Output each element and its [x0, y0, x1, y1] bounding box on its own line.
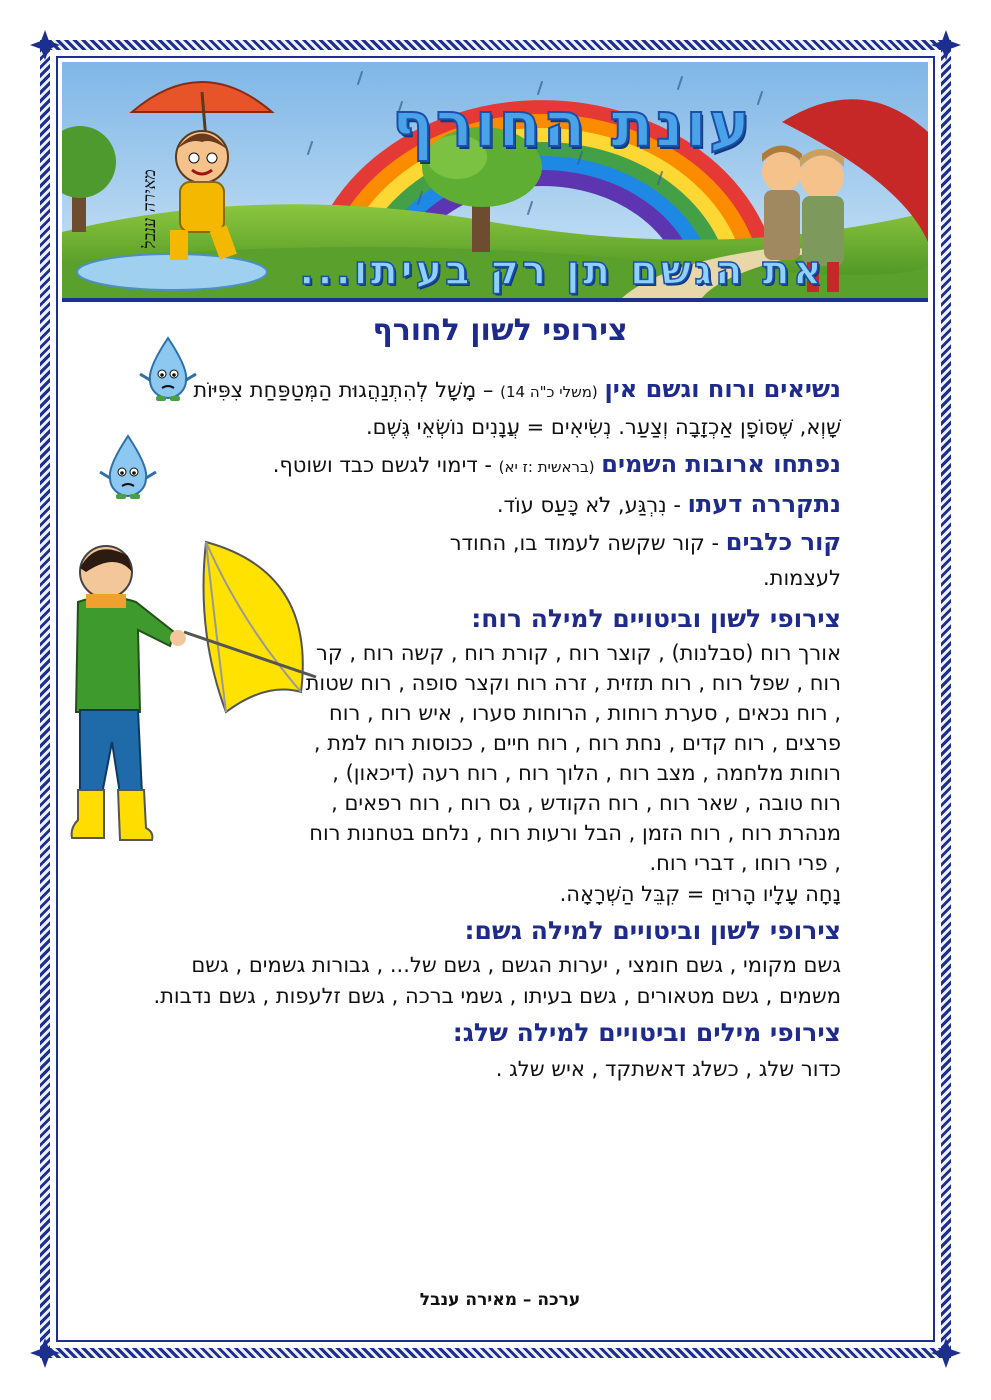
idiom-entry — [151, 372, 841, 445]
frame-corner-ornament-icon — [30, 1338, 60, 1368]
idiom-term: נפתחו ארובות השמים — [601, 450, 841, 478]
frame-corner-ornament-icon — [931, 1338, 961, 1368]
idiom-entry — [371, 525, 841, 596]
winter-banner — [62, 62, 928, 302]
section-text: אורך רוח (סבלנות) , קוצר רוח , קורת רוח , קשה רוח , קר רוח , שפל רוח , רוח תזזית , זרה רוח וקצר סופה , רוח שטות , רוח נכאים , סערת רוחות , הרוחות סערו , איש רוח , רוח פרצים , רוח קדים , נחת רוח , רוח חיים , ככוסות רוח למת , רוחות מלחמה , מצב רוח , הלוך רוח , רוח רעה (דיכאון) , רוח טובה , שאר רוח , רוח הקודש , גס רוח , רוח רפאים , מנהרת רוח , רוח הזמן , הבל ורעות רוח , נלחם בטחנות רוח , פרי רוחו , דברי רוח. — [305, 641, 841, 875]
idiom-term: נשיאים ורוח וגשם אין — [604, 375, 841, 403]
frame-rope-top — [40, 40, 951, 50]
content-body — [151, 372, 841, 1087]
frame-corner-ornament-icon — [931, 30, 961, 60]
section-text: גשם מקומי , גשם חומצי , יערות הגשם , גשם של... , גבורות גשמים , גשם משמים , גשם מטאורים , גשם בעיתו , גשמי ברכה , גשם זלעפות , גשם נדבות. — [153, 953, 841, 1008]
section-heading: צירופי לשון וביטויים למילה רוח: — [471, 604, 841, 633]
idiom-explanation: - קור שקשה לעמוד בו, החודר לעצמות. — [449, 531, 841, 590]
footer-credit: ערכה – מאירה ענבל — [419, 1290, 581, 1310]
section-snow — [151, 1014, 841, 1087]
idiom-entry — [151, 487, 841, 523]
idiom-explanation: - דימוי לגשם כבד ושוטף. — [272, 453, 492, 477]
frame-corner-ornament-icon — [30, 30, 60, 60]
banner-subtitle: את הגשם תן רק בעיתו... — [299, 248, 825, 294]
source-reference: (בראשית :ז יא) — [498, 458, 595, 476]
idiom-explanation: - נִרְגַּע, לֹא כָּעַס עוֹד. — [496, 493, 681, 517]
frame-rope-right — [941, 40, 951, 1358]
section-heading: צירופי מילים וביטויים למילה שלג: — [452, 1018, 841, 1047]
banner-title: עונת החורף — [391, 88, 753, 161]
idiom-explanation: – מָשָׁל לְהִתְנַהֲגוּת הַמְּטַפַּחַת צִפִּיּוֹת שָׁוְא, שֶׁסּוֹפָן אַכְזָבָה וְצַעַר. נְשִׂיאִים = עֲנָנִים נוֹשְׂאֵי גֶּשֶׁם. — [193, 378, 841, 439]
section-wind — [151, 600, 841, 910]
idiom-term: קור כלבים — [725, 528, 841, 556]
section-text: כדור שלג , כשלג דאשתקד , איש שלג . — [495, 1057, 841, 1081]
source-reference: (משלי כ"ה 14) — [500, 383, 598, 401]
idiom-term: נתקררה דעתו — [687, 490, 841, 518]
frame-rope-left — [40, 40, 50, 1358]
author-signature: מאירה ענבל — [140, 169, 160, 249]
section-heading: צירופי לשון וביטויים למילה גשם: — [464, 916, 841, 945]
section-rain — [151, 912, 841, 1012]
page-title: צירופי לשון לחורף — [372, 313, 628, 348]
frame-rope-bottom — [40, 1348, 951, 1358]
idiom-entry — [151, 447, 841, 485]
section-extra: נָחָה עָלָיו הָרוּחַ = קִבֵּל הַשְׁרָאָה. — [559, 882, 841, 906]
